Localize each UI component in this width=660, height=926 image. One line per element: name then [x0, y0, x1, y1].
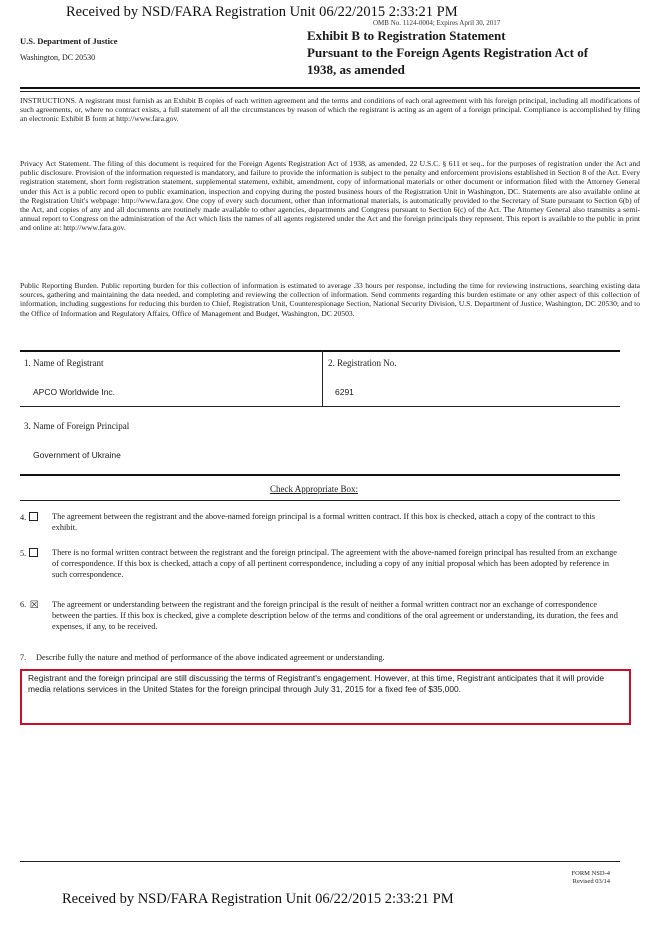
received-stamp-bottom: Received by NSD/FARA Registration Unit 06/22/2015 2:33:21 PM	[62, 891, 454, 907]
item-6-number	[20, 600, 39, 609]
item-6-text: The agreement or understanding between the registrant and the foreign principal is the result of neither a formal written contract nor an exchange of correspondence between the parties. If this box is checked, give a complete description below of the terms and conditions of the oral agreement or understanding, its duration, the fees and expenses, if any, to be received.	[52, 600, 618, 631]
foreign-principal-value: Government of Ukraine	[33, 450, 121, 460]
fields-bottom-rule	[20, 474, 620, 476]
registration-number-value: 6291	[335, 387, 354, 397]
header-divider	[20, 87, 640, 89]
received-stamp-top: Received by NSD/FARA Registration Unit 06/22/2015 2:33:21 PM	[66, 4, 458, 20]
form-number	[540, 870, 610, 886]
item-7-text: Describe fully the nature and method of performance of the above indicated agreement or understanding.	[36, 653, 385, 662]
item-4-number	[20, 512, 38, 522]
header-divider-thin	[20, 91, 640, 92]
form-title	[307, 27, 647, 78]
item-4-text: The agreement between the registrant and the above-named foreign principal is a formal written contract. If this box is checked, attach a copy of the contract to this exhibit.	[52, 512, 596, 532]
department-name: U.S. Department of Justice	[20, 36, 118, 46]
registrant-name-label: 1. Name of Registrant	[24, 358, 104, 368]
foreign-principal-label: 3. Name of Foreign Principal	[24, 421, 130, 431]
registration-number-label: 2. Registration No.	[328, 358, 397, 368]
item-5-checkbox[interactable]	[29, 548, 38, 557]
item-7-answer: Registrant and the foreign principal are still discussing the terms of Registrant's engagement. However, at this time, Registrant anticipates that it will provide media relations services in the United States for the foreign principal through July 31, 2015 for a fixed fee of $35,000.	[28, 673, 605, 694]
registrant-name-value: APCO Worldwide Inc.	[33, 387, 116, 397]
item-4-num-text: 4.	[20, 513, 27, 522]
form-title-line-1: Exhibit B to Registration Statement	[307, 28, 506, 43]
form-title-line-3: 1938, as amended	[307, 62, 405, 77]
public-reporting-burden: Public Reporting Burden. Public reporting burden for this collection of information is estimated to average .33 hours per response, including the time for reviewing instructions, searching existing data sources, gathering and maintaining the data needed, and completing and reviewing the collection of information. Send comments regarding this burden estimate or any other aspect of this collection of information, including suggestions for reducing this burden to Chief, Registration Unit, Counterespionage Section, National Security Division, U.S. Department of Justice, Washington, DC 20530; and to the Office of Information and Regulatory Affairs, Office of Management and Budget, Washington, DC 20503.	[20, 281, 640, 318]
fields-middle-rule	[20, 406, 620, 407]
privacy-act-statement: Privacy Act Statement. The filing of this document is required for the Foreign Agents Registration Act of 1938, as amended, 22 U.S.C. § 611 et seq., for the purposes of registration under the Act and public disclosure. Provision of the information requested is mandatory, and failure to provide the information is subject to the penalty and enforcement provisions established in Section 8 of the Act. Every registration statement, short form registration statement, supplemental statement, exhibit, amendment, copy of informational materials or other document or information filed with the Attorney General under this Act is a public record open to public examination, inspection and copying during the posted business hours of the Registration Unit in Washington, DC. Statements are also available online at the Registration Unit's webpage: http://www.fara.gov. One copy of every such document, other than informational materials, is automatically provided to the Secretary of State pursuant to Section 6(b) of the Act, and copies of any and all documents are routinely made available to other agencies, departments and Congress pursuant to Section 6(c) of the Act. The Attorney General also transmits a semi-annual report to Congress on the administration of the Act which lists the names of all agents registered under the Act and the foreign principals they represent. This report is available to the public in print and online at: http://www.fara.gov.	[20, 159, 640, 233]
check-box-heading: Check Appropriate Box:	[270, 484, 358, 494]
item-6-num-text: 6.	[20, 600, 27, 609]
form-revised-label: Revised 03/14	[572, 878, 610, 885]
item-7-number: 7.	[20, 653, 27, 662]
check-heading-rule	[20, 500, 620, 501]
item-6-checkbox[interactable]: ☒	[29, 600, 39, 611]
item-5-text: There is no formal written contract between the registrant and the foreign principal. The agreement with the above-named foreign principal has resulted from an exchange of correspondence. If this box is checked, attach a copy of all pertinent correspondence, including a copy of any initial proposal which has been adopted by reference in such correspondence.	[52, 548, 617, 579]
instructions-text: INSTRUCTIONS. A registrant must furnish as an Exhibit B copies of each written agreement and the terms and conditions of each oral agreement with his foreign principal, including all modifications of such agreements, or, where no contract exists, a full statement of all the circumstances by reason of which the registrant is acting as an agent of a foreign principal. Compliance is accomplished by filing an electronic Exhibit B form at http://www.fara.gov.	[20, 96, 640, 124]
omb-number: OMB No. 1124-0004; Expires April 30, 2017	[373, 19, 501, 27]
footer-rule	[20, 861, 620, 862]
form-number-label: FORM NSD-4	[571, 870, 610, 877]
form-title-line-2: Pursuant to the Foreign Agents Registration Act of	[307, 45, 589, 60]
fields-top-rule	[20, 350, 620, 352]
item-5-num-text: 5.	[20, 549, 27, 558]
department-address: Washington, DC 20530	[20, 53, 96, 62]
fields-column-divider	[322, 350, 323, 406]
item-4-checkbox[interactable]	[29, 512, 38, 521]
item-5-number	[20, 548, 38, 558]
